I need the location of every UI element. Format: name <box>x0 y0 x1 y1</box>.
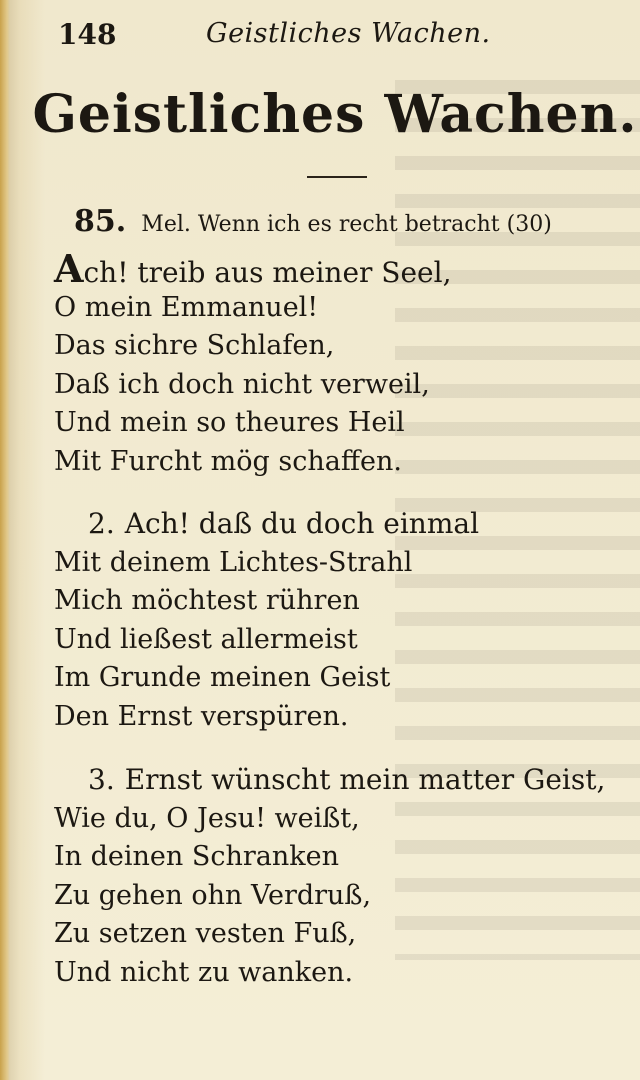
verse-line: Im Grunde meinen Geist <box>54 662 391 693</box>
verse-line: Zu gehen ohn Verdruß, <box>54 879 372 911</box>
verse-line <box>54 505 614 544</box>
verse-line-text: ch! treib aus meiner Seel, <box>83 256 452 289</box>
verse-line: Zu setzen vesten Fuß, <box>54 918 357 949</box>
verse-line: Und ließest allermeist <box>54 623 358 655</box>
page-spine-edge <box>0 0 10 1080</box>
melody-reference: Mel. Wenn ich es recht betracht (30) <box>141 212 552 237</box>
page-number: 148 <box>58 18 117 51</box>
verse-line: Mit Furcht mög schaffen. <box>54 445 403 477</box>
verse-line: Und mein so theures Heil <box>54 407 405 438</box>
section-title: Geistliches Wachen. <box>32 84 638 145</box>
stanza-3 <box>54 761 614 992</box>
running-head: Geistliches Wachen. <box>206 18 491 49</box>
hymn-heading <box>74 204 552 239</box>
stanza-2 <box>54 505 614 736</box>
title-rule <box>307 176 367 178</box>
verse-line: Mich möchtest rühren <box>54 585 360 616</box>
verse-line: Daß ich doch nicht verweil, <box>54 368 430 400</box>
verse-line-text: Ernst wünscht mein matter Geist, <box>124 763 606 796</box>
stanza-1 <box>54 246 614 481</box>
verse-line: Wie du, O Jesu! weißt, <box>54 802 360 834</box>
verse-line: In deinen Schranken <box>54 841 340 872</box>
verse-line: Und nicht zu wanken. <box>54 956 354 988</box>
verse-line: O mein Emmanuel! <box>54 291 319 323</box>
verse-line: Den Ernst verspüren. <box>54 700 349 732</box>
verse-line <box>54 246 614 291</box>
verse-line: Das sichre Schlafen, <box>54 330 335 361</box>
stanza-number: 2. <box>88 507 115 540</box>
hymn-number: 85. <box>74 204 127 239</box>
stanza-number: 3. <box>88 763 115 796</box>
verse-line-text: Ach! daß du doch einmal <box>124 507 480 540</box>
drop-cap: A <box>54 246 84 291</box>
verse-line: Mit deinem Lichtes-Strahl <box>54 546 413 578</box>
verse-line <box>54 761 614 800</box>
page-header <box>58 18 491 54</box>
